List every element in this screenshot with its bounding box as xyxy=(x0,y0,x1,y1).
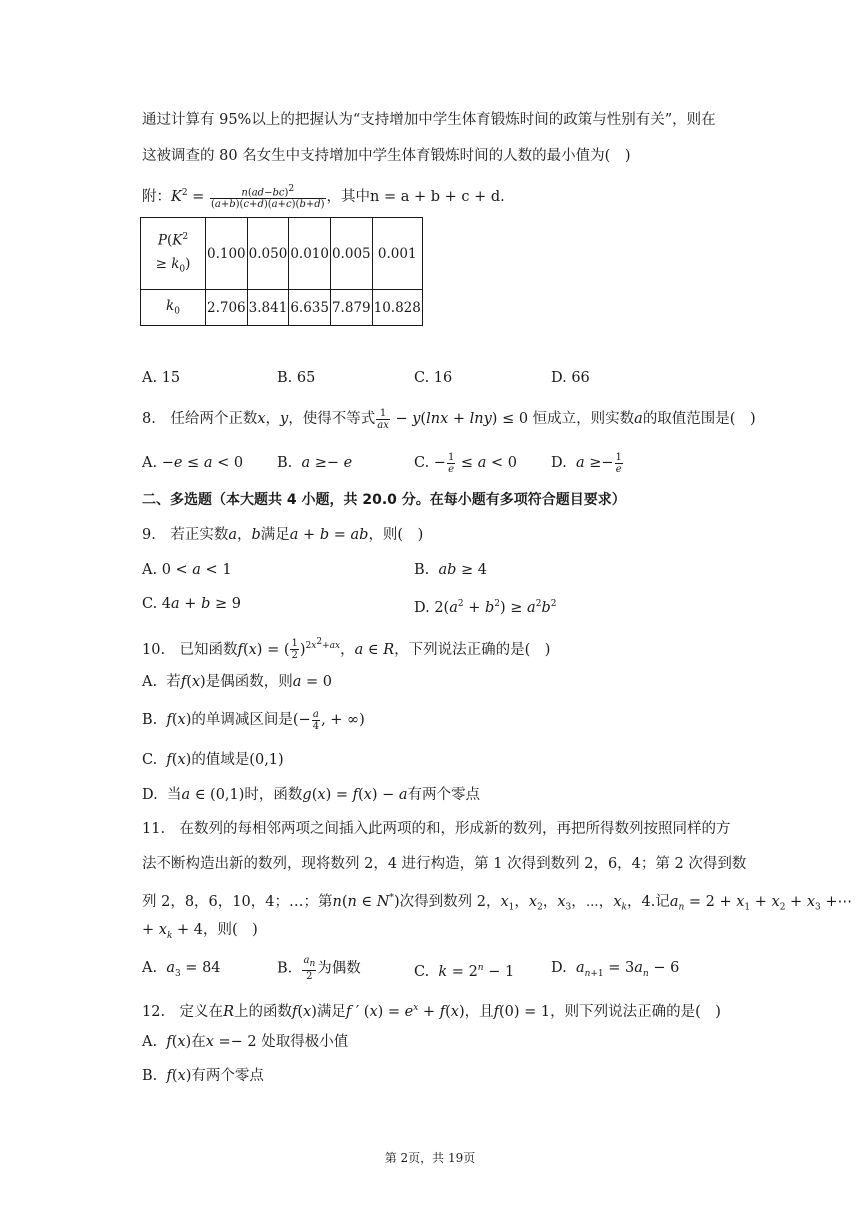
q11-option-c: C. $k = 2^n - 1$ xyxy=(414,963,515,980)
table-cell: 2.706 xyxy=(206,290,248,326)
q8-option-a: A. −e ≤ a < 0 xyxy=(142,455,244,471)
intro-line-2: 这被调查的 80 名女生中支持增加中学生体育锻炼时间的人数的最小值为( ) xyxy=(142,148,631,164)
q11-line-1: 11. 在数列的每相邻两项之间插入此两项的和，形成新的数列，再把所得数列按照同样的方 xyxy=(142,821,731,837)
q9-option-c: C. 4a + b ≥ 9 xyxy=(142,596,241,612)
table-cell: 3.841 xyxy=(247,290,289,326)
q8-option-d: D. a ≥− $\frac{1}{e}$ xyxy=(551,451,622,475)
q12-option-b: B. f(x)有两个零点 xyxy=(142,1068,264,1084)
intro-line-1: 通过计算有 95%以上的把握认为“支持增加中学生体育锻炼时间的政策与性别有关”，则在 xyxy=(142,112,716,128)
q10-option-c: C. f(x)的值域是(0,1) xyxy=(142,752,284,768)
q11-line-2: 法不断构造出新的数列，现将数列 2，4 进行构造，第 1 次得到数列 2，6，4；第 2 次得到数 xyxy=(142,856,747,872)
q7-option-d: D. 66 xyxy=(551,370,590,386)
q7-option-b: B. 65 xyxy=(277,370,316,386)
page-footer: 第 2页，共 19页 xyxy=(384,1151,476,1165)
q7-option-a: A. 15 xyxy=(142,370,181,386)
q9-option-d: D. $2(a^2 + b^2) \ge a^2b^2$ xyxy=(414,599,557,616)
q11-option-a: A. $a_3 = 84$ xyxy=(142,960,221,979)
table-cell: 6.635 xyxy=(289,290,331,326)
k-critical-value-table xyxy=(140,217,423,326)
q10-option-b: B. f(x)的单调减区间是(− $\frac{a}{4}$ , + ∞) xyxy=(142,708,365,732)
q11-option-d: D. $a_{n+1} = 3a_n - 6$ xyxy=(551,960,680,979)
table-row-head-p: $P(K^2$ ≥ $k_0$) xyxy=(141,218,206,290)
table-row-head-k: $k_0$ xyxy=(141,290,206,326)
q10-option-a: A. 若f(x)是偶函数，则a = 0 xyxy=(142,674,332,690)
q11-line-4: + $x_k + 4$，则( ) xyxy=(142,922,258,941)
q8-option-b: B. a ≥− e xyxy=(277,455,353,471)
q11-option-b: B. $\frac{a_n}{2}$ 为偶数 xyxy=(277,955,361,982)
table-cell: 0.001 xyxy=(372,218,422,290)
q11-line-3: 列 2，8，6，10，4；…；第n(n ∈ N*)次得到数列 2，$x_1$，$x_2$，$x_3$，⋯，$x_k$，4.记$a_n = 2 + x_1 + x_2 + x_3$ +⋯ xyxy=(142,893,853,913)
q10-stem: 10. 已知函数f(x) = ( $\frac{1}{2}$ )$^{2x^2+ax}$，a ∈ R，下列说法正确的是( ) xyxy=(142,637,551,662)
section-heading: 二、多选题（本大题共 4 小题，共 20.0 分。在每小题有多项符合题目要求） xyxy=(142,492,626,508)
q8-stem: 8. 任给两个正数x，y，使得不等式 $\frac{1}{ax}$ − y(lnx + lny) ≤ 0 恒成立，则实数a的取值范围是( ) xyxy=(142,407,756,431)
table-cell: 7.879 xyxy=(330,290,372,326)
q12-stem: 12. 定义在R上的函数f(x)满足f ′ $(x) = e^x + f(x)$，且f(0) = 1，则下列说法正确的是( ) xyxy=(142,1003,721,1020)
q9-stem: 9. 若正实数a，b满足a + b = ab，则( ) xyxy=(142,527,424,543)
formula-note: 附：$K^2$ = $\frac{n(ad-bc)^2}{(a+b)(c+d)(a+c)(b+d)}$ ，其中n = a + b + c + d. xyxy=(142,183,505,210)
q9-option-a: A. 0 < a < 1 xyxy=(142,562,232,578)
q7-option-c: C. 16 xyxy=(414,370,453,386)
q10-option-d: D. 当a ∈ (0,1)时，函数g(x) = f(x) − a有两个零点 xyxy=(142,787,481,803)
q8-option-c: C. − $\frac{1}{e}$ ≤ a < 0 xyxy=(414,451,517,475)
table-cell: 0.005 xyxy=(330,218,372,290)
q9-option-b: B. ab ≥ 4 xyxy=(414,562,488,578)
table-cell: 0.100 xyxy=(206,218,248,290)
q12-option-a: A. f(x)在x =− 2 处取得极小值 xyxy=(142,1034,349,1050)
table-cell: 0.010 xyxy=(289,218,331,290)
table-cell: 0.050 xyxy=(247,218,289,290)
table-cell: 10.828 xyxy=(372,290,422,326)
